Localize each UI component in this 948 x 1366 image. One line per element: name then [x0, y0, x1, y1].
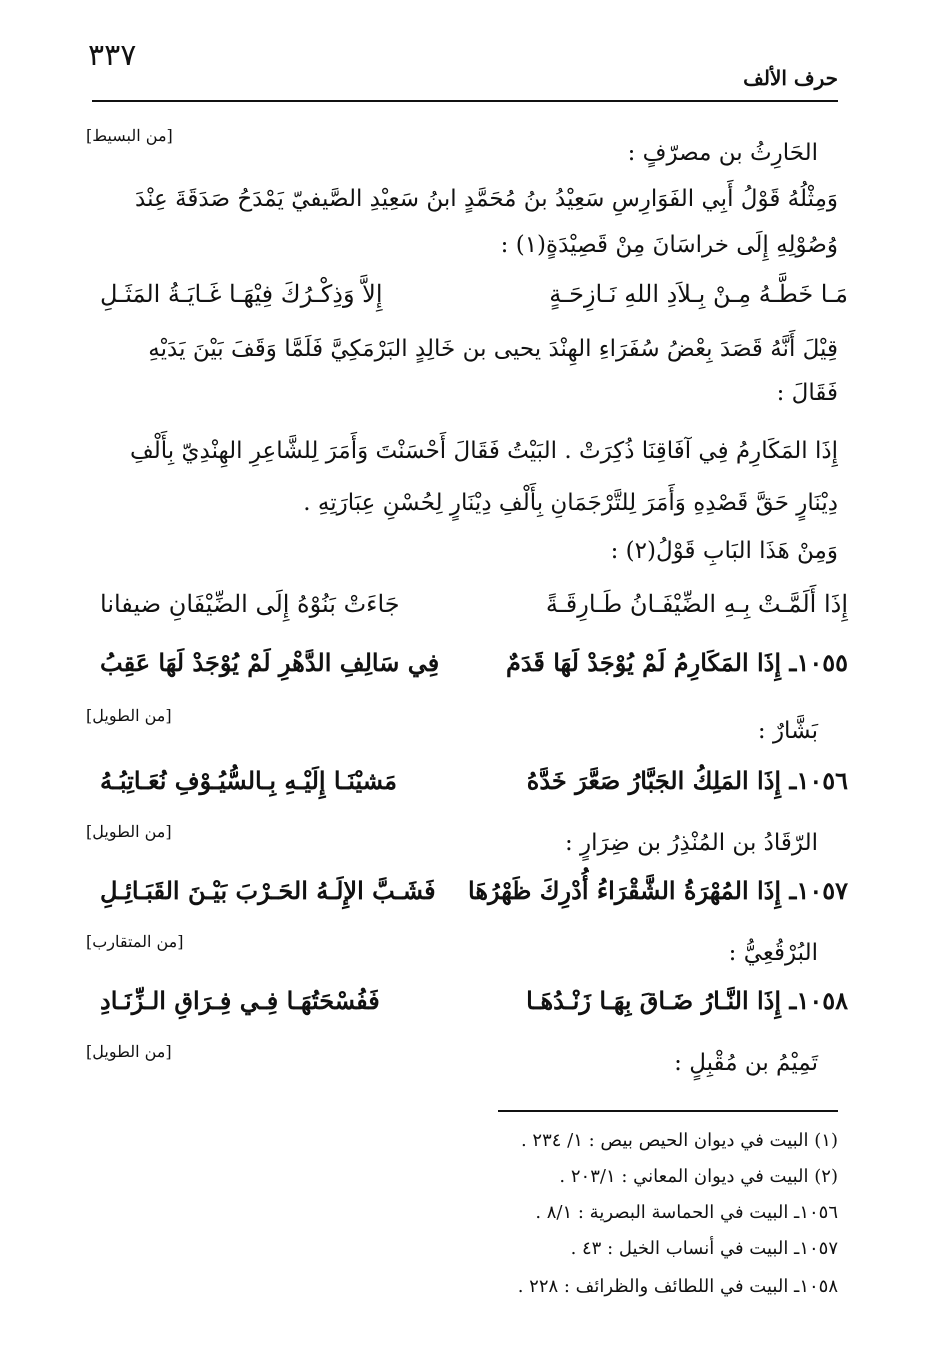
poet-name: البُرْقُعِيُّ : — [728, 940, 818, 966]
header-rule — [92, 100, 838, 102]
prose-line: وَمِنْ هَذَا البَابِ قَوْلُ(٢) : — [610, 538, 838, 564]
poet-name: الحَارِثُ بن مصرّفٍ : — [627, 140, 818, 166]
footnote: (١) البيت في ديوان الحيص بيص : ١/ ٢٣٤ . — [520, 1130, 838, 1151]
verse-hemistich-right: مَـا خَطَّـهُ مِـنْ بِـلاَدِ اللهِ نَـازِحَـةٍ — [549, 280, 848, 308]
meter-label: [من الطويل] — [86, 706, 172, 725]
verse-hemistich-right: ١٠٥٦ـ إِذَا المَلِكُ الجَبَّارُ صَعَّرَ خَدَّهُ — [526, 766, 848, 795]
meter-label: [من البسيط] — [86, 126, 173, 145]
verse-hemistich-left: جَاءَتْ بَنُوْهُ إِلَى الضِّيْفَانِ ضيفانا — [100, 590, 400, 618]
verse-hemistich-left: مَشيْنَـا إِلَيْـهِ بِـالسُّيُـوْفِ نُعَـاتِبُـهُ — [100, 766, 397, 795]
verse-line-1055 — [100, 648, 848, 688]
poet-name: تَمِيْمُ بن مُقْبِلٍ : — [674, 1050, 818, 1076]
prose-line: إِذَا المَكَارِمُ فِي آفَاقِنَا ذُكِرَتْ . البَيْتُ فَقَالَ أَحْسَنْتَ وَأَمَرَ لِلشَّاعِرِ الهِنْدِيّ بِأَلْفِ — [129, 438, 838, 464]
footnote: (٢) البيت في ديوان المعاني : ٢٠٣/١ . — [559, 1166, 838, 1187]
meter-label: [من الطويل] — [86, 822, 172, 841]
footnote: ١٠٥٨ـ البيت في اللطائف والظرائف : ٢٢٨ . — [517, 1276, 838, 1297]
footnote-rule — [498, 1110, 838, 1112]
prose-line: فَقَالَ : — [776, 380, 838, 406]
verse-hemistich-left: فَفُسْحَتُهَـا فِـي فِـرَاقِ الـزِّنَـادِ — [100, 986, 380, 1015]
verse-line-1058 — [100, 986, 848, 1026]
verse-line — [100, 590, 848, 630]
meter-label: [من المتقارب] — [86, 932, 184, 951]
verse-hemistich-right: ١٠٥٧ـ إِذَا المُهْرَةُ الشَّقْرَاءُ أُدْرِكَ ظَهْرُهَا — [468, 876, 848, 905]
verse-line-1057 — [100, 876, 848, 916]
verse-hemistich-right: إِذَا أَلَمَّـتْ بِـهِ الضِّيْفَـانُ طَـارِقَـةً — [545, 590, 848, 618]
footnote: ١٠٥٦ـ البيت في الحماسة البصرية : ٨/١ . — [535, 1202, 838, 1223]
verse-line-1056 — [100, 766, 848, 806]
verse-hemistich-right: ١٠٥٥ـ إِذَا المَكَارِمُ لَمْ يُوْجَدْ لَهَا قَدَمٌ — [505, 648, 848, 677]
page-number: ٣٣٧ — [88, 38, 137, 73]
verse-hemistich-left: فَشَـبَّ الإِلَـهُ الحَـرْبَ بَيْـنَ القَبَـائِـلِ — [100, 876, 436, 905]
footnote: ١٠٥٧ـ البيت في أنساب الخيل : ٤٣ . — [570, 1238, 838, 1259]
prose-line: قِيْلَ أَنَّهُ قَصَدَ بِعْضُ سُفَرَاءِ الهِنْدَ يحيى بن خَالِدٍ البَرْمَكِيَّ فَلَمَّا وَقَفَ بَيْنَ يَدَيْهِ — [148, 336, 838, 362]
poet-name: الرّقَادُ بن المُنْذِرُ بن ضِرَارٍ : — [565, 830, 818, 856]
running-title: حرف الألف — [743, 66, 838, 90]
verse-hemistich-right: ١٠٥٨ـ إِذَا النَّـارُ ضَـاقَ بِهَـا زَنْـدُهَـا — [526, 986, 848, 1015]
verse-line — [100, 280, 848, 320]
prose-line: وَمِثْلُهُ قَوْلُ أَبِي الفَوَارِسِ سَعِيْدُ بنُ مُحَمَّدٍ ابنُ سَعِيْدِ الصَّيفيّ يَمْدَحُ صَدَقَةَ عِنْدَ — [135, 186, 838, 212]
verse-hemistich-left: فِي سَالِفِ الدَّهْرِ لَمْ يُوْجَدْ لَهَا عَقِبُ — [100, 648, 440, 677]
verse-hemistich-left: إِلاَّ وَذِكْـرُكَ فِيْهَـا غَـايَـةُ المَثَـلِ — [100, 280, 383, 308]
prose-line: دِيْنَارٍ حَقَّ قَصْدِهِ وَأَمَرَ لِلتَّرْجَمَانِ بِأَلْفِ دِيْنَارٍ لِحُسْنِ عِبَارَتِهِ . — [303, 490, 838, 516]
prose-line: وُصُوْلِهِ إِلَى خراسَانَ مِنْ قَصِيْدَةٍ(١) : — [500, 232, 838, 258]
poet-name: بَشَّارٌ : — [757, 718, 818, 744]
meter-label: [من الطويل] — [86, 1042, 172, 1061]
